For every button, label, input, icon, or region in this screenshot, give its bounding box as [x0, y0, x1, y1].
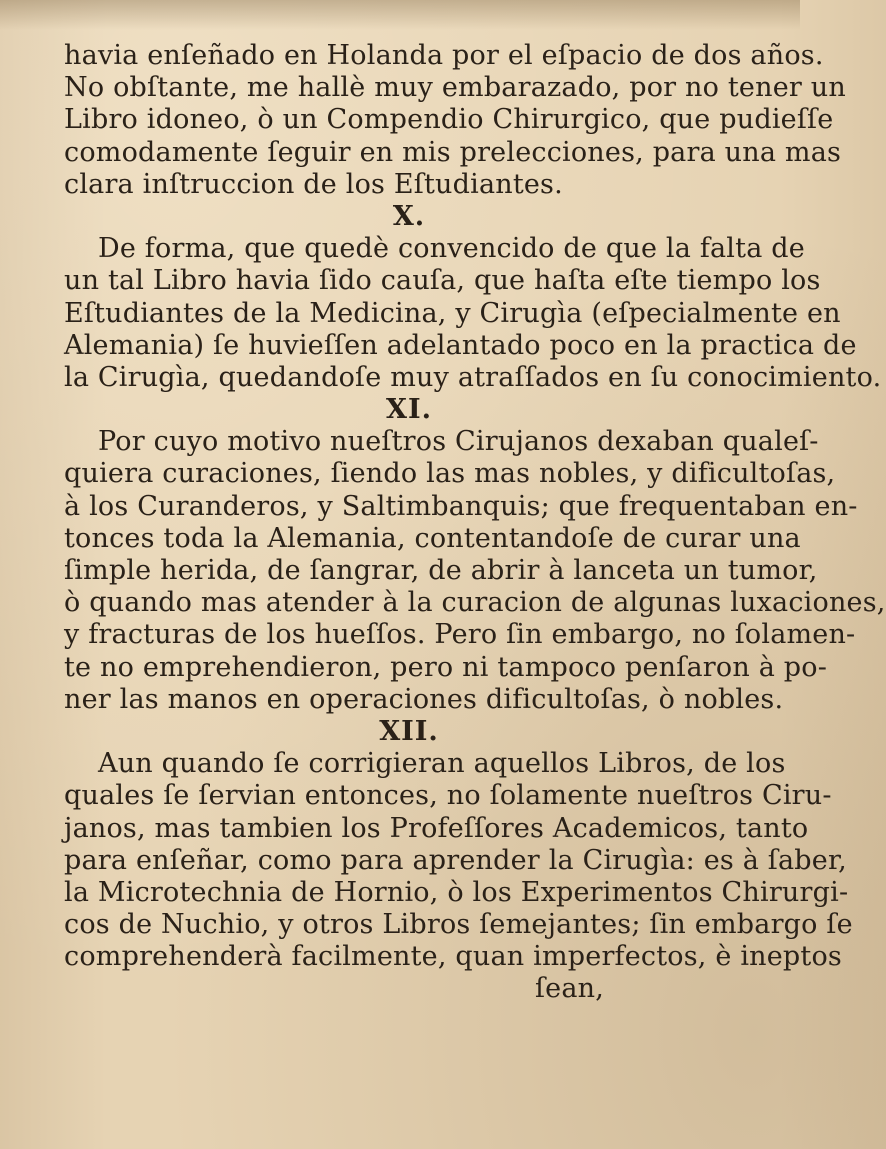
text-line: tonces toda la Alemania, contentandoſe de curar una — [64, 522, 801, 554]
text-line: Eſtudiantes de la Medicina, y Cirugìa (eſpecialmente en — [64, 297, 841, 329]
section-number: XII. — [379, 715, 439, 747]
text-line: Por cuyo motivo nueſtros Cirujanos dexaban qualeſ- — [98, 426, 819, 458]
text-line: para enſeñar, como para aprender la Cirugìa: es à ſaber, — [64, 844, 847, 876]
text-line: clara inſtruccion de los Eſtudiantes. — [64, 168, 563, 200]
text-line: cos de Nuchio, y otros Libros ſemejantes; ſin embargo ſe — [64, 909, 853, 941]
text-line: quales ſe ſervian entonces, no ſolamente nueſtros Ciru- — [64, 780, 832, 812]
text-line: De forma, que quedè convencido de que la falta de — [98, 233, 805, 265]
text-line: te no emprehendieron, pero ni tampoco penſaron à po- — [64, 651, 828, 683]
text-line: Aun quando ſe corrigieran aquellos Libros, de los — [98, 748, 786, 780]
text-line: ò quando mas atender à la curacion de algunas luxaciones, — [64, 587, 886, 619]
section-number: X. — [392, 200, 426, 232]
text-line: comprehenderà facilmente, quan imperfectos, è ineptos — [64, 941, 842, 973]
text-line: janos, mas tambien los Profeſſores Academicos, tanto — [64, 812, 809, 844]
text-line: Libro idoneo, ò un Compendio Chirurgico, que pudieſſe — [64, 104, 834, 136]
text-line: y fracturas de los hueſſos. Pero ſin embargo, no ſolamen- — [64, 619, 856, 651]
catchword: ſean, — [534, 973, 604, 1005]
section-number: XI. — [386, 394, 432, 426]
text-line: ner las manos en operaciones dificultoſas, ò nobles. — [64, 683, 784, 715]
text-line: la Cirugìa, quedandoſe muy atraſſados en ſu conocimiento. — [64, 361, 882, 393]
text-line: quiera curaciones, ſiendo las mas nobles, y dificultoſas, — [64, 458, 836, 490]
text-line: comodamente ſeguir en mis prelecciones, para una mas — [64, 136, 842, 168]
page-text — [64, 40, 886, 1006]
text-line: la Microtechnia de Hornio, ò los Experimentos Chirurgi- — [64, 876, 849, 908]
text-line: havia enſeñado en Holanda por el eſpacio de dos años. — [64, 40, 824, 71]
page-top-edge — [0, 0, 800, 30]
text-line: No obſtante, me hallè muy embarazado, por no tener un — [64, 72, 846, 104]
text-line: un tal Libro havia ſido cauſa, que haſta eſte tiempo los — [64, 265, 821, 297]
text-line: à los Curanderos, y Saltimbanquis; que frequentaban en- — [64, 490, 858, 522]
text-line: Alemania) ſe huvieſſen adelantado poco en la practica de — [64, 329, 857, 361]
text-line: ſimple herida, de ſangrar, de abrir à lanceta un tumor, — [64, 555, 818, 586]
